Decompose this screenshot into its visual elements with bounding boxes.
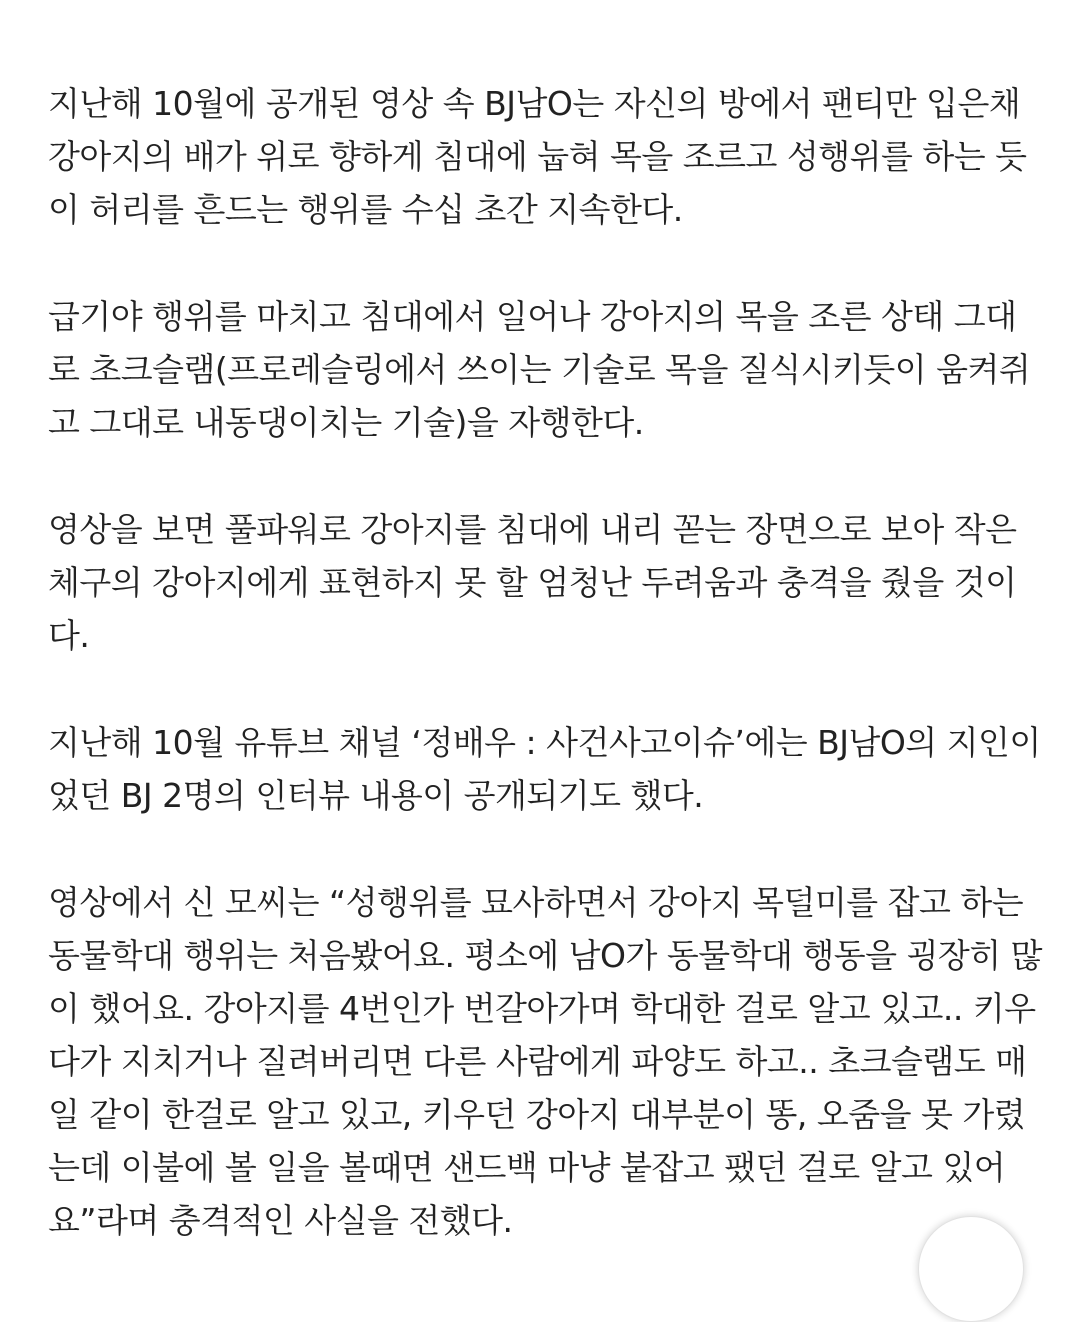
- paragraph-line: 로 초크슬램(프로레슬링에서 쓰이는 기술로 목을 질식시키듯이 움켜쥐: [48, 350, 1031, 389]
- paragraph-line: 고 그대로 내동댕이치는 기술)을 자행한다.: [48, 403, 644, 442]
- scroll-top-button[interactable]: [918, 1216, 1024, 1322]
- paragraph-line: 이 허리를 흔드는 행위를 수십 초간 지속한다.: [48, 190, 683, 229]
- article-body: [48, 77, 1048, 1301]
- paragraph-line: 지난해 10월 유튜브 채널 ‘정배우 : 사건사고이슈’에는 BJ남O의 지인이: [48, 723, 1041, 762]
- paragraph-4: [48, 716, 1048, 822]
- paragraph-line: 급기야 행위를 마치고 침대에서 일어나 강아지의 목을 조른 상태 그대: [48, 297, 1017, 336]
- paragraph-3: [48, 503, 1048, 662]
- paragraph-line: 체구의 강아지에게 표현하지 못 할 엄청난 두려움과 충격을 줬을 것이: [48, 563, 1017, 602]
- paragraph-line: 영상에서 신 모씨는 “성행위를 묘사하면서 강아지 목덜미를 잡고 하는: [48, 883, 1024, 922]
- paragraph-line: 는데 이불에 볼 일을 볼때면 샌드백 마냥 붙잡고 팼던 걸로 알고 있어: [48, 1148, 1006, 1187]
- paragraph-line: 요”라며 충격적인 사실을 전했다.: [48, 1201, 513, 1240]
- paragraph-1: [48, 77, 1048, 236]
- paragraph-2: [48, 290, 1048, 449]
- paragraph-line: 영상을 보면 풀파워로 강아지를 침대에 내리 꼳는 장면으로 보아 작은: [48, 510, 1017, 549]
- paragraph-line: 동물학대 행위는 처음봤어요. 평소에 남O가 동물학대 행동을 굉장히 많: [48, 936, 1042, 975]
- paragraph-5: [48, 876, 1048, 1247]
- paragraph-line: 지난해 10월에 공개된 영상 속 BJ남O는 자신의 방에서 팬티만 입은채: [48, 84, 1021, 123]
- paragraph-line: 일 같이 한걸로 알고 있고, 키우던 강아지 대부분이 똥, 오줌을 못 가렸: [48, 1095, 1026, 1134]
- paragraph-line: 었던 BJ 2명의 인터뷰 내용이 공개되기도 했다.: [48, 776, 704, 815]
- paragraph-line: 다가 지치거나 질려버리면 다른 사람에게 파양도 하고.. 초크슬램도 매: [48, 1042, 1027, 1081]
- paragraph-line: 이 했어요. 강아지를 4번인가 번갈아가며 학대한 걸로 알고 있고.. 키우: [48, 989, 1036, 1028]
- paragraph-line: 강아지의 배가 위로 향하게 침대에 눕혀 목을 조르고 성행위를 하는 듯: [48, 137, 1027, 176]
- paragraph-line: 다.: [48, 616, 90, 655]
